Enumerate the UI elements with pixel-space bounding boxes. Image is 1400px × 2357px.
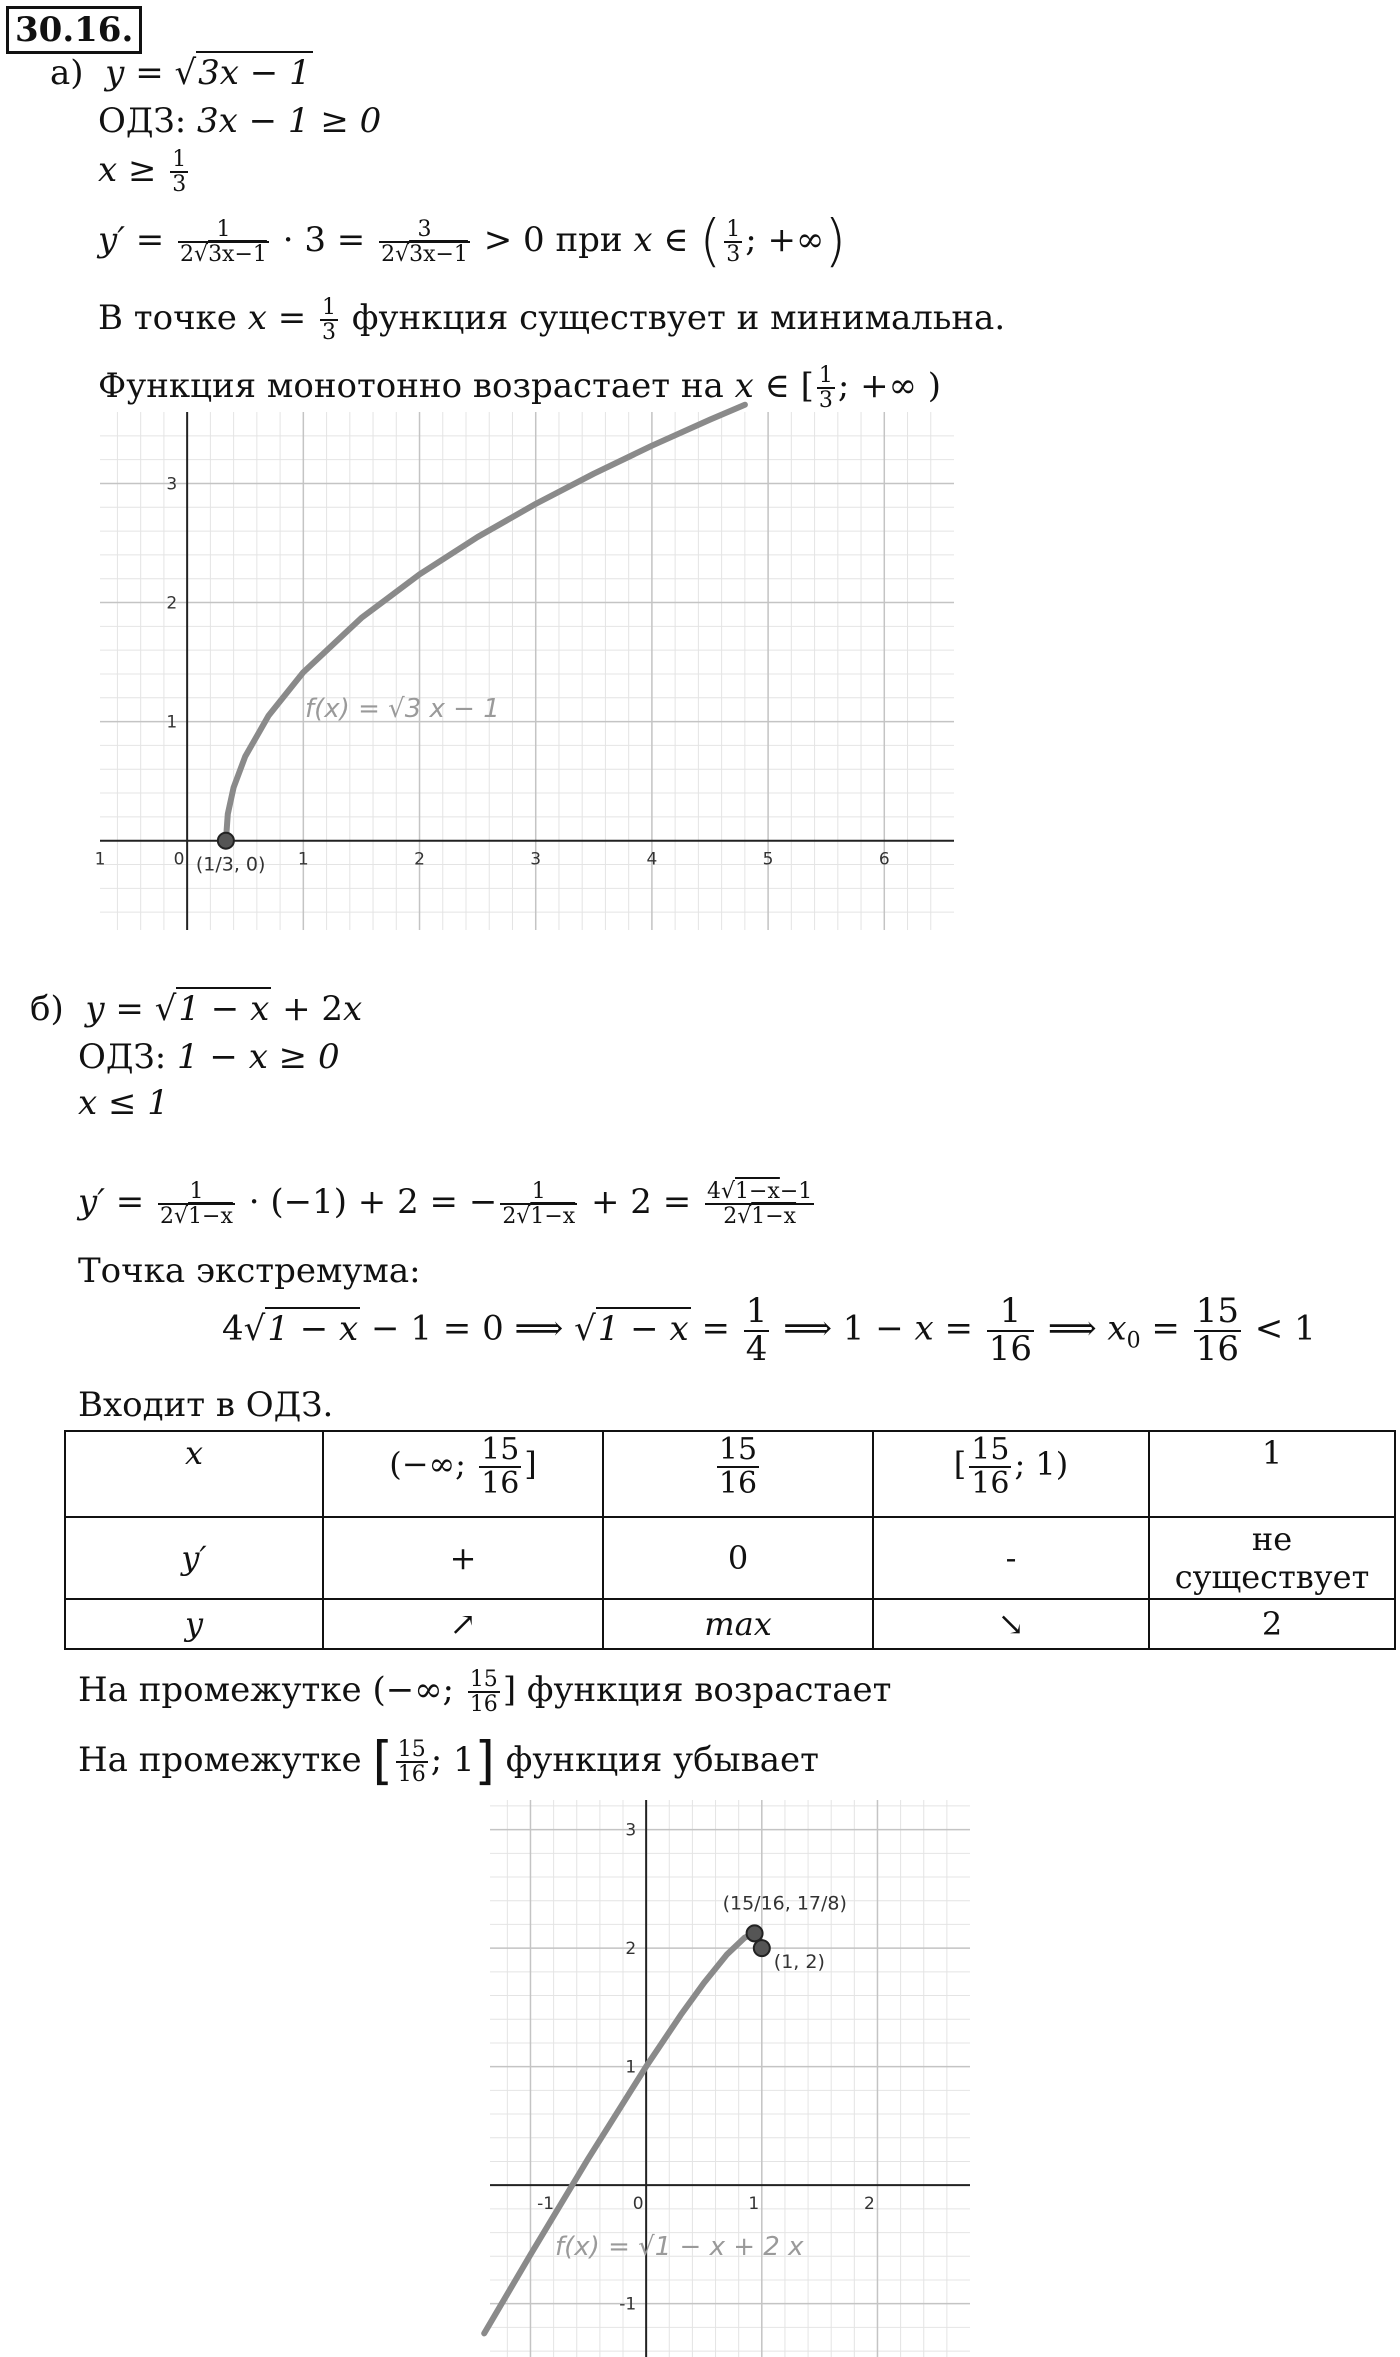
part-a-func-lhs: y	[105, 53, 125, 93]
table-cell: x	[65, 1431, 323, 1517]
table-cell: -	[873, 1517, 1149, 1599]
part-b-interval-dec: На промежутке	[78, 1740, 362, 1781]
data-point	[218, 833, 234, 849]
data-point	[754, 1940, 770, 1956]
y-tick-label: 2	[625, 1939, 637, 1960]
part-a-func-radicand: 3x − 1	[198, 53, 311, 93]
part-b-odz-note: Входит в ОДЗ.	[78, 1385, 334, 1425]
part-b-inc-text: функция возрастает	[526, 1670, 892, 1711]
x-tick-label: 4	[646, 849, 658, 870]
x-tick-label: 2	[414, 849, 425, 870]
part-b-odz	[78, 1037, 340, 1077]
part-b-extremum-label: Точка экстремума:	[78, 1251, 421, 1291]
table-cell-interval-dec: [ $\frac{15}{16}$ ; 1)	[873, 1431, 1149, 1517]
part-a-cond-den: 3	[172, 172, 187, 198]
part-a-cond-lhs: x ≥	[98, 150, 157, 191]
data-point	[747, 1925, 763, 1941]
table-cell: y′	[65, 1517, 323, 1599]
part-a-text-monotone: Функция монотонно возрастает на	[98, 366, 724, 407]
x-tick-label: 6	[878, 849, 890, 870]
part-a-deriv-text: при	[555, 220, 623, 261]
table-row-dy	[65, 1517, 1395, 1599]
chart-b	[490, 1800, 970, 2357]
problem-number: 30.16.	[6, 6, 142, 54]
part-b-increase-text: На промежутке (−∞; $\frac{15}{16}$ ] функция возрастает	[78, 1667, 892, 1718]
part-b-decrease-text: На промежутке [ $\frac{15}{16}$ ; 1] функция убывает	[78, 1731, 819, 1792]
point-label: (1, 2)	[773, 1951, 825, 1974]
x-tick-label: 1	[94, 849, 106, 870]
table-cell: max	[603, 1599, 873, 1649]
x-tick-label: 2	[864, 2194, 875, 2215]
x-tick-label: 3	[530, 849, 542, 870]
part-b-dec-text: функция убывает	[505, 1740, 819, 1781]
part-b-odz-expr: 1 − x ≥ 0	[176, 1037, 340, 1077]
part-b-function: б) y = √1 − x + 2x	[30, 989, 363, 1029]
y-tick-label: 1	[166, 712, 178, 733]
table-cell-x0: $\frac{15}{16}$	[603, 1431, 873, 1517]
table-cell: 0	[603, 1517, 873, 1599]
part-a-cond-num: 1	[172, 147, 187, 172]
part-b-odz-label: ОДЗ:	[78, 1037, 167, 1077]
y-tick-label: 1	[625, 2057, 637, 2078]
part-a-odz	[98, 101, 382, 141]
x-tick-label: 0	[632, 2194, 644, 2215]
table-row-y	[65, 1599, 1395, 1649]
point-label: (15/16, 17/8)	[722, 1892, 847, 1915]
x-tick-label: 1	[748, 2194, 760, 2215]
part-b-label: б)	[30, 989, 64, 1029]
x-tick-label: -1	[537, 2194, 555, 2215]
table-cell: ↘	[873, 1599, 1149, 1649]
x-tick-label: 5	[762, 849, 774, 870]
chart-a	[94, 412, 954, 930]
part-a-derivative: y′ = $\frac{1}{2√3x-1}$ · 3 = $\frac{3}{2√3x-1}$ > 0 при x ∈ ( $\frac{1}{3}$ ; +∞)	[98, 208, 847, 274]
function-label: f(x) = √1 − x + 2 x	[555, 2232, 804, 2262]
part-b-derivative: y′ = $\frac{1}{2√1-x}$ · (−1) + 2 = − $\frac{1}{2√1-x}$ + 2 = $\frac{4√1-x-1}{2√1-x}$	[78, 1179, 813, 1230]
table-cell-interval-inc: (−∞; $\frac{15}{16}$ ]	[323, 1431, 603, 1517]
part-a-function: а) y = √3x − 1	[50, 53, 311, 93]
part-a-label: а)	[50, 53, 84, 93]
sign-table	[64, 1430, 1396, 1650]
y-tick-label: 2	[166, 593, 178, 614]
part-a-point-text: В точке x = $\frac{1}{3}$ функция существует и минимальна.	[98, 295, 1006, 346]
table-cell: ↗	[323, 1599, 603, 1649]
part-a-condition	[98, 148, 191, 196]
part-a-text-point-2: функция существует и минимальна.	[351, 298, 1006, 339]
part-a-text-point-1: В точке	[98, 298, 237, 339]
part-b-condition: x ≤ 1	[78, 1083, 169, 1123]
point-label: (1/3, 0)	[195, 853, 266, 876]
y-tick-label: -1	[619, 2294, 637, 2315]
y-tick-label: 3	[166, 474, 178, 495]
table-cell: 2	[1149, 1599, 1395, 1649]
table-cell: y	[65, 1599, 323, 1649]
part-b-interval-inc: На промежутке	[78, 1670, 362, 1711]
table-row-x	[65, 1431, 1395, 1517]
part-a-odz-expr: 3x − 1 ≥ 0	[196, 101, 382, 141]
x-tick-label: 0	[173, 849, 185, 870]
table-cell: +	[323, 1517, 603, 1599]
function-label: f(x) = √3 x − 1	[305, 694, 500, 724]
x-tick-label: 1	[297, 849, 309, 870]
part-a-monotone-text: Функция монотонно возрастает на x ∈ [ $\frac{1}{3}$ ; +∞ )	[98, 363, 942, 414]
part-b-extremum-equation: 4√1 − x − 1 = 0 ⟹ √1 − x = $\frac{1}{4}$ ⟹ 1 − x = $\frac{1}{16}$ ⟹ $x_0$ = $\frac{15}{16}$ < 1	[222, 1291, 1316, 1369]
part-a-odz-label: ОДЗ:	[98, 101, 187, 141]
y-tick-label: 3	[625, 1820, 637, 1841]
table-cell: 1	[1149, 1431, 1395, 1517]
table-cell: не существует	[1149, 1517, 1395, 1599]
